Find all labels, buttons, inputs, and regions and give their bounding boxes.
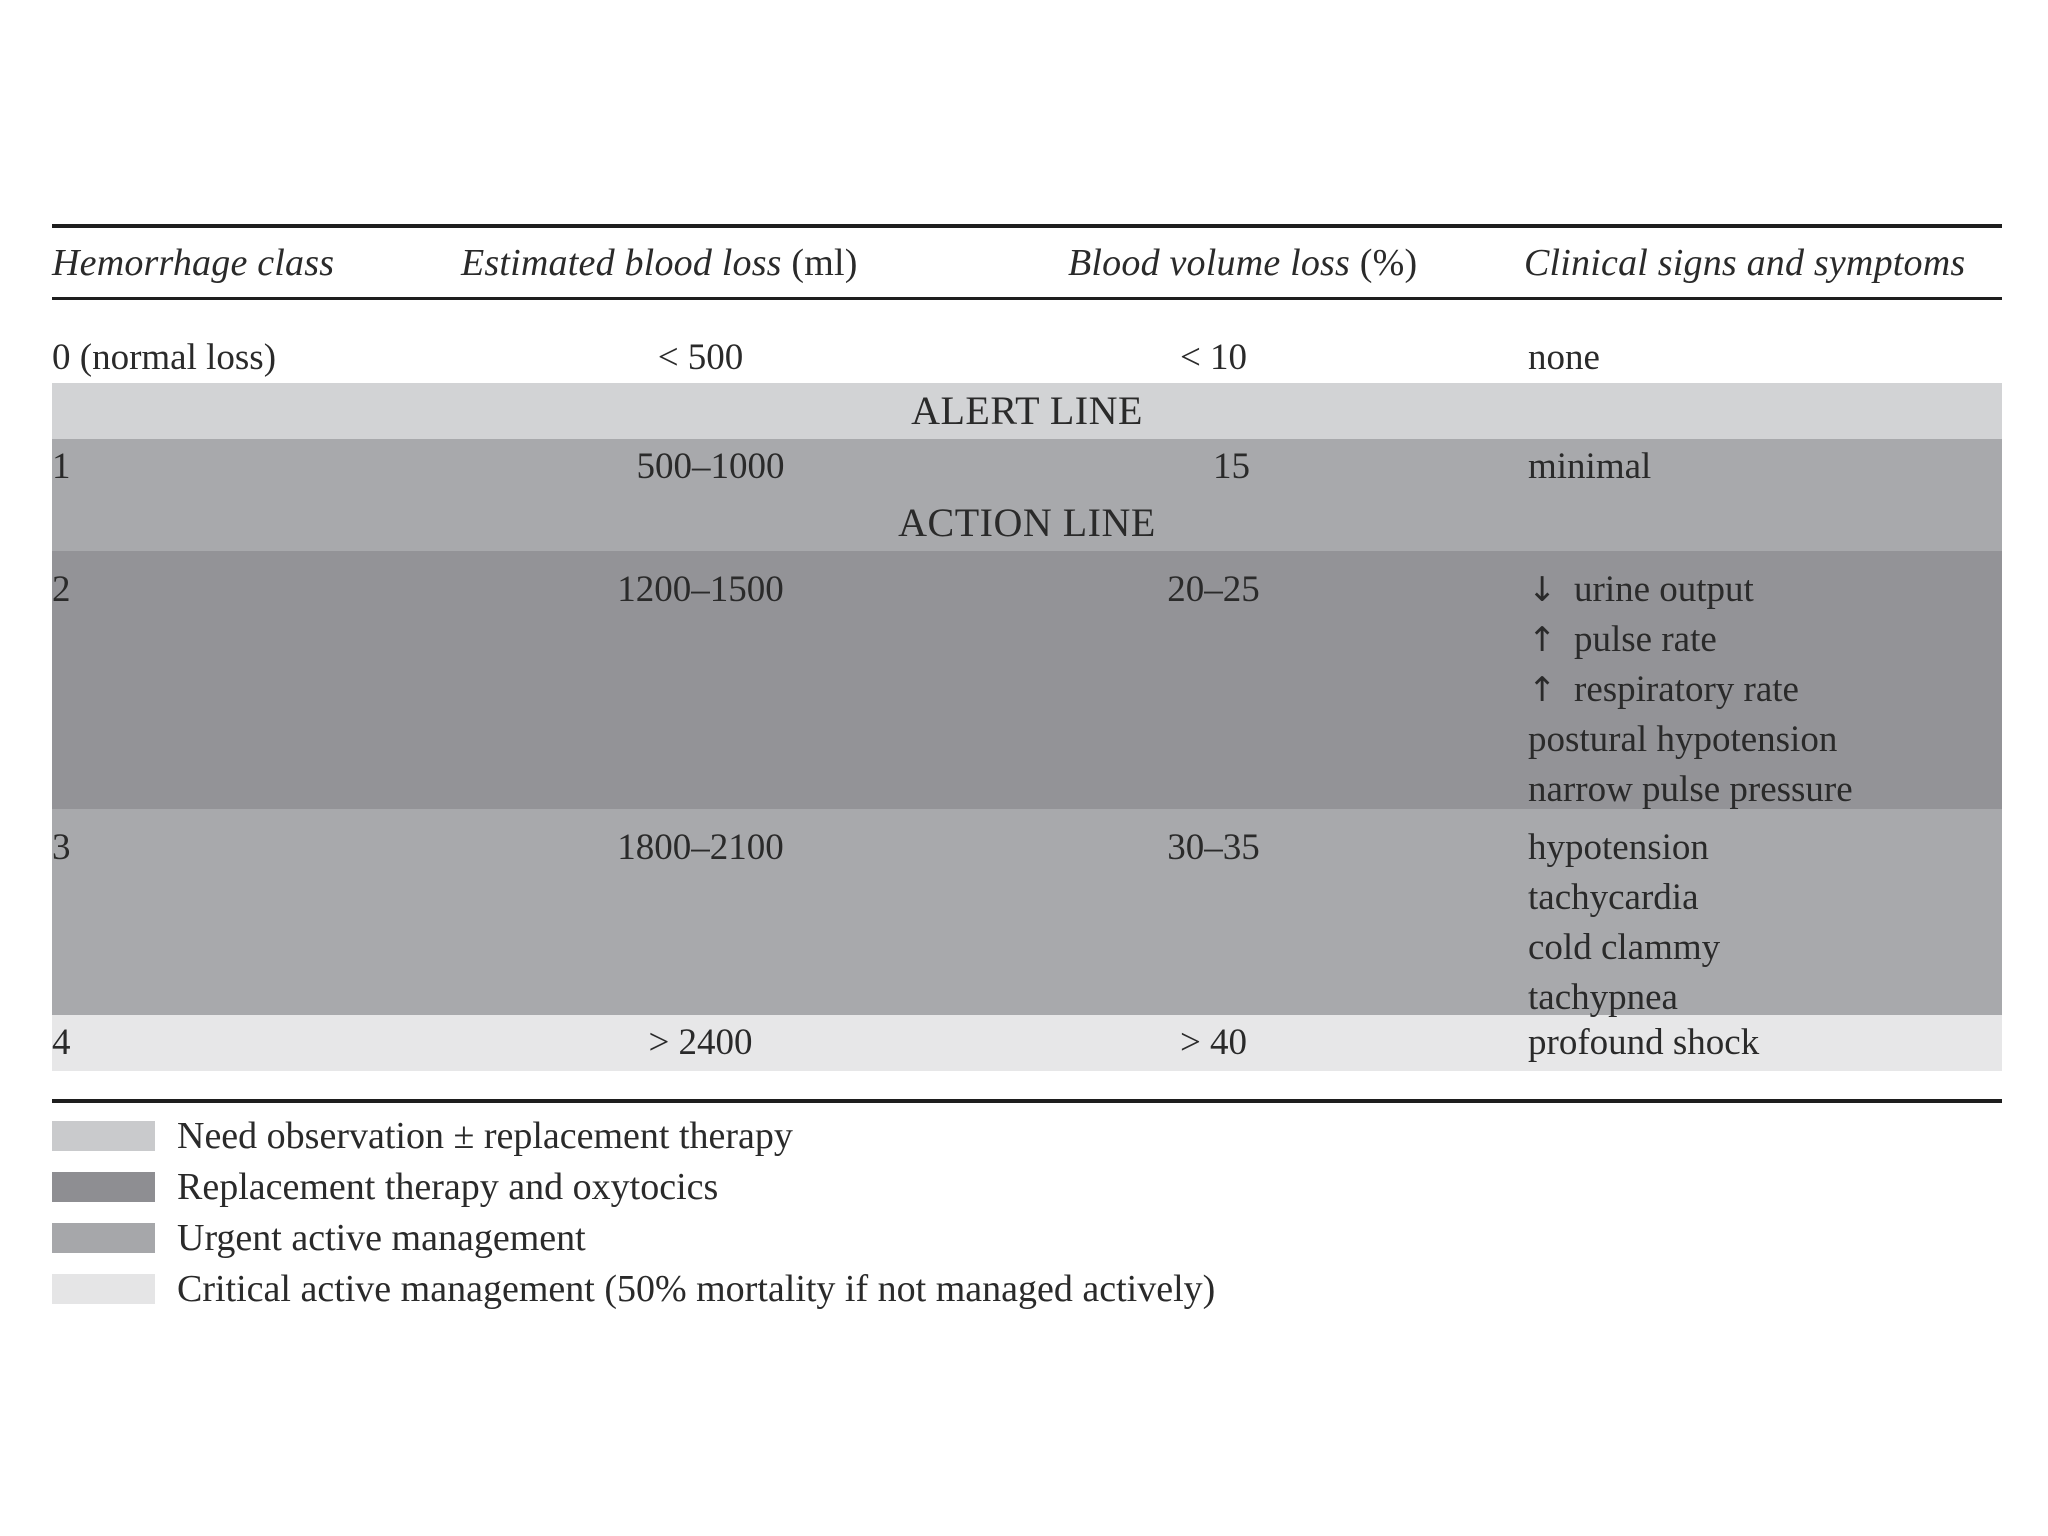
header-estimated-blood-loss-text: Estimated blood loss <box>461 241 782 284</box>
table-bottom-rule <box>52 1099 2002 1103</box>
sign-line <box>1528 715 2002 765</box>
cell-volume-loss: 30–35 <box>1167 827 1260 868</box>
table-header-row <box>52 228 2002 297</box>
cell-class: 4 <box>52 1022 71 1063</box>
sign-line: tachycardia <box>1528 877 1699 918</box>
cell-signs <box>1473 565 2002 810</box>
sign-text: minimal <box>1528 446 1652 487</box>
arrow-up-icon: ↑ <box>1528 620 1557 660</box>
cell-class: 3 <box>52 827 71 868</box>
sign-text: narrow pulse pressure <box>1528 769 1853 810</box>
alert-line-band: ALERT LINE <box>52 383 2002 439</box>
table-row-class-1 <box>52 439 2002 495</box>
legend-swatch <box>52 1223 155 1253</box>
sign-text: respiratory rate <box>1574 669 1799 710</box>
legend-swatch <box>52 1172 155 1202</box>
sign-line <box>1528 765 2002 815</box>
sign-text: pulse rate <box>1574 619 1717 660</box>
header-hemorrhage-class: Hemorrhage class <box>52 241 335 284</box>
cell-volume-loss: < 10 <box>1179 337 1248 378</box>
legend-swatch <box>52 1121 155 1151</box>
cell-volume-loss: 20–25 <box>1167 569 1260 610</box>
hemorrhage-classification-table <box>52 224 2002 1103</box>
sign-line <box>1528 665 2002 715</box>
sign-line: hypotension <box>1528 827 1709 868</box>
header-blood-volume-loss <box>1068 241 1524 285</box>
legend-item <box>52 1263 1215 1314</box>
legend-item <box>52 1212 1215 1263</box>
action-line-band: ACTION LINE <box>52 495 2002 551</box>
sign-line <box>1528 615 2002 665</box>
legend-item <box>52 1161 1215 1212</box>
header-estimated-blood-loss-unit: (ml) <box>791 241 858 284</box>
header-blood-volume-loss-unit: (%) <box>1359 241 1418 284</box>
cell-volume-loss: 15 <box>1213 446 1250 487</box>
cell-signs <box>1473 823 2002 1018</box>
sign-text: none <box>1528 337 1600 378</box>
table-row-class-0 <box>52 333 2002 383</box>
header-estimated-blood-loss <box>461 241 1068 285</box>
arrow-down-icon: ↓ <box>1528 570 1557 610</box>
sign-line: tachypnea <box>1528 977 1678 1018</box>
table-row-class-4 <box>52 1015 2002 1071</box>
cell-signs <box>1473 1015 2002 1071</box>
table-row-class-2 <box>52 551 2002 809</box>
sign-text: urine output <box>1574 569 1754 610</box>
legend-label: Replacement therapy and oxytocics <box>177 1165 719 1208</box>
arrow-up-icon: ↑ <box>1528 670 1557 710</box>
sign-text: postural hypotension <box>1528 719 1838 760</box>
table-bottom-gap <box>52 1071 2002 1099</box>
cell-volume-loss: > 40 <box>1179 1022 1248 1063</box>
legend <box>52 1110 1215 1314</box>
legend-label: Need observation ± replacement therapy <box>177 1114 793 1157</box>
cell-signs <box>1473 333 2002 383</box>
cell-blood-loss: 1200–1500 <box>617 569 784 610</box>
legend-label: Critical active management (50% mortality if not managed actively) <box>177 1267 1216 1310</box>
cell-blood-loss: > 2400 <box>648 1022 753 1063</box>
header-clinical-signs: Clinical signs and symptoms <box>1524 241 1966 284</box>
legend-label: Urgent active management <box>177 1216 586 1259</box>
header-gap <box>52 300 2002 333</box>
cell-blood-loss: 500–1000 <box>636 446 785 487</box>
cell-class: 2 <box>52 569 71 610</box>
sign-line <box>1528 565 2002 615</box>
legend-item <box>52 1110 1215 1161</box>
cell-signs <box>1473 439 2002 495</box>
header-blood-volume-loss-text: Blood volume loss <box>1068 241 1351 284</box>
cell-blood-loss: < 500 <box>657 337 744 378</box>
sign-text: profound shock <box>1528 1022 1760 1063</box>
cell-class: 1 <box>52 446 71 487</box>
sign-line: cold clammy <box>1528 927 1721 968</box>
cell-class: 0 (normal loss) <box>52 337 277 378</box>
table-row-class-3 <box>52 809 2002 1018</box>
cell-blood-loss: 1800–2100 <box>617 827 784 868</box>
legend-swatch <box>52 1274 155 1304</box>
